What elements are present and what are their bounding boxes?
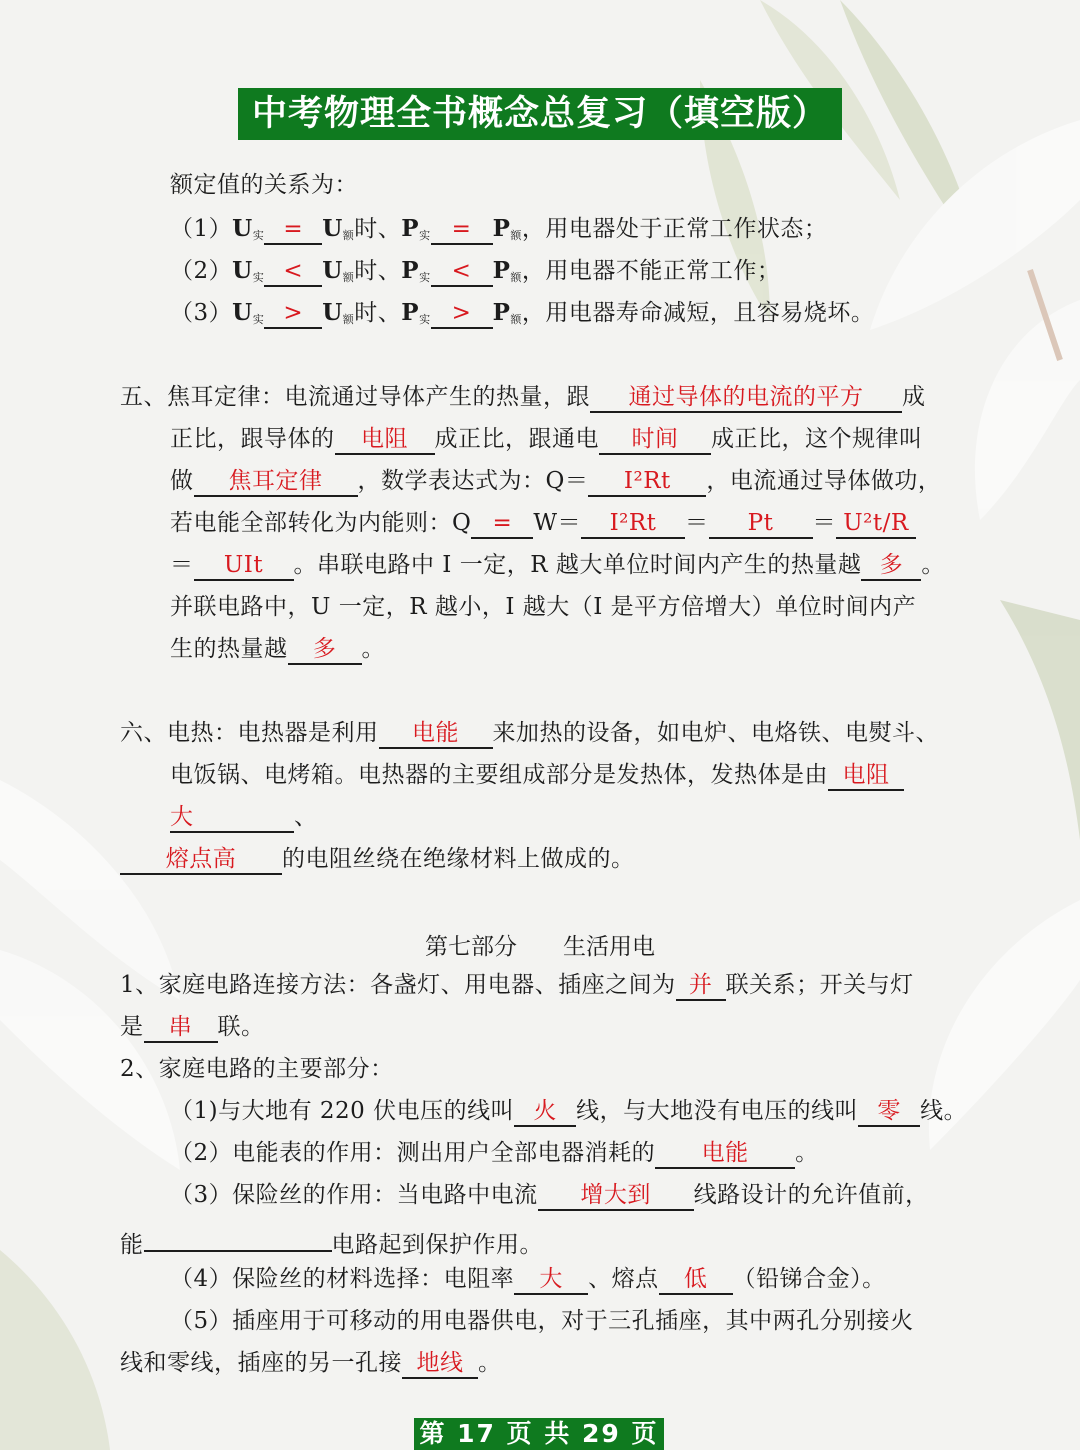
joule-line-3: 做 焦耳定律 ，数学表达式为：Q＝ I²Rt ，电流通过导体做功， xyxy=(170,466,941,497)
answer-blank: 低 xyxy=(659,1265,733,1295)
answer-blank: UIt xyxy=(194,551,294,581)
answer-blank: Pt xyxy=(709,509,813,539)
sub-item-4: （4）保险丝的材料选择：电阻率 大 、熔点 低 （铅锑合金）。 xyxy=(170,1264,886,1295)
joule-line-1: 五、焦耳定律：电流通过导体产生的热量，跟 通过导体的电流的平方 成 xyxy=(120,382,926,413)
answer-blank: 零 xyxy=(858,1097,920,1127)
answer-blank: = xyxy=(431,215,493,245)
answer-blank: < xyxy=(431,257,493,287)
q1-line-1: 1、家庭电路连接方法：各盏灯、用电器、插座之间为 并 联关系；开关与灯 xyxy=(120,970,914,1001)
sub-item-5-cont: 线和零线，插座的另一孔接 地线 。 xyxy=(120,1348,502,1379)
answer-blank: > xyxy=(431,299,493,329)
heat-line-3: 大 、 xyxy=(170,802,318,833)
answer-blank: < xyxy=(264,257,322,287)
sub-item-5: （5）插座用于可移动的用电器供电，对于三孔插座，其中两孔分别接火 xyxy=(170,1308,914,1334)
section-heading: 第七部分 生活用电 xyxy=(425,934,655,960)
rated-item-3: $(3)U_实 > U_额$时、$P_实 > P_额$，用电器寿命减短，且容易烧坏。 xyxy=(170,298,874,335)
answer-blank: = xyxy=(264,215,322,245)
page-title: 中考物理全书概念总复习（填空版） xyxy=(238,88,842,140)
answer-blank xyxy=(144,1222,332,1252)
sub-item-3-cont: 能 电路起到保护作用。 xyxy=(120,1222,543,1260)
answer-blank: U²t/R xyxy=(836,509,916,539)
answer-blank: = xyxy=(471,509,533,539)
answer-blank: 大 xyxy=(514,1265,588,1295)
rated-item-2: $(2)U_实 < U_额$时、$P_实 < P_额$，用电器不能正常工作； xyxy=(170,256,780,293)
joule-line-4: 若电能全部转化为内能则：Q = W＝ I²Rt ＝ Pt ＝ U²t/R xyxy=(170,508,916,539)
answer-blank: 地线 xyxy=(402,1349,478,1379)
sub-item-2: （2）电能表的作用：测出用户全部电器消耗的 电能 。 xyxy=(170,1138,819,1169)
answer-blank: 多 xyxy=(861,551,921,581)
answer-blank: 火 xyxy=(514,1097,576,1127)
answer-blank: I²Rt xyxy=(588,467,706,497)
answer-blank: 增大到 xyxy=(538,1181,694,1211)
answer-blank: 熔点高 xyxy=(120,845,282,875)
answer-blank: 焦耳定律 xyxy=(194,467,358,497)
sub-item-3: （3）保险丝的作用：当电路中电流 增大到 线路设计的允许值前， xyxy=(170,1180,929,1211)
joule-line-6: 并联电路中，U 一定，R 越小，I 越大（I 是平方倍增大）单位时间内产 xyxy=(170,594,917,620)
answer-blank: 串 xyxy=(144,1013,218,1043)
sub-item-1: （1)与大地有 220 伏电压的线叫 火 线，与大地没有电压的线叫 零 线。 xyxy=(170,1096,967,1127)
joule-line-5: ＝ UIt 。串联电路中 I 一定，R 越大单位时间内产生的热量越 多 。 xyxy=(170,550,945,581)
rated-intro: 额定值的关系为： xyxy=(170,172,358,198)
answer-blank: 电能 xyxy=(655,1139,795,1169)
answer-blank: > xyxy=(264,299,322,329)
item-num: （2） xyxy=(170,258,233,284)
joule-line-2: 正比，跟导体的 电阻 成正比，跟通电 时间 成正比，这个规律叫 xyxy=(170,424,923,455)
answer-blank: 电阻 xyxy=(335,425,435,455)
joule-line-7: 生的热量越 多 。 xyxy=(170,634,385,665)
answer-blank: 通过导体的电流的平方 xyxy=(590,383,902,413)
answer-blank: 时间 xyxy=(599,425,711,455)
heat-line-1: 六、电热：电热器是利用 电能 来加热的设备，如电炉、电烙铁、电熨斗、 xyxy=(120,718,939,749)
item-num: （3） xyxy=(170,300,233,326)
item-num: （1） xyxy=(170,216,233,242)
rated-item-1: $(1)U_实 = U_额$时、$P_实 = P_额$，用电器处于正常工作状态； xyxy=(170,214,827,251)
answer-blank: 电阻 xyxy=(828,761,904,791)
q1-line-2: 是 串 联。 xyxy=(120,1012,265,1043)
heat-line-4: 熔点高 的电阻丝绕在绝缘材料上做成的。 xyxy=(120,844,635,875)
answer-blank: I²Rt xyxy=(581,509,685,539)
answer-blank: 大 xyxy=(170,803,294,833)
page-number: 第 17 页 共 29 页 xyxy=(414,1418,664,1450)
answer-blank: 并 xyxy=(676,971,726,1001)
heat-line-2: 电饭锅、电烤箱。电热器的主要组成部分是发热体，发热体是由 电阻 xyxy=(170,760,904,791)
q2-heading: 2、家庭电路的主要部分： xyxy=(120,1056,394,1082)
answer-blank: 多 xyxy=(288,635,362,665)
answer-blank: 电能 xyxy=(379,719,493,749)
